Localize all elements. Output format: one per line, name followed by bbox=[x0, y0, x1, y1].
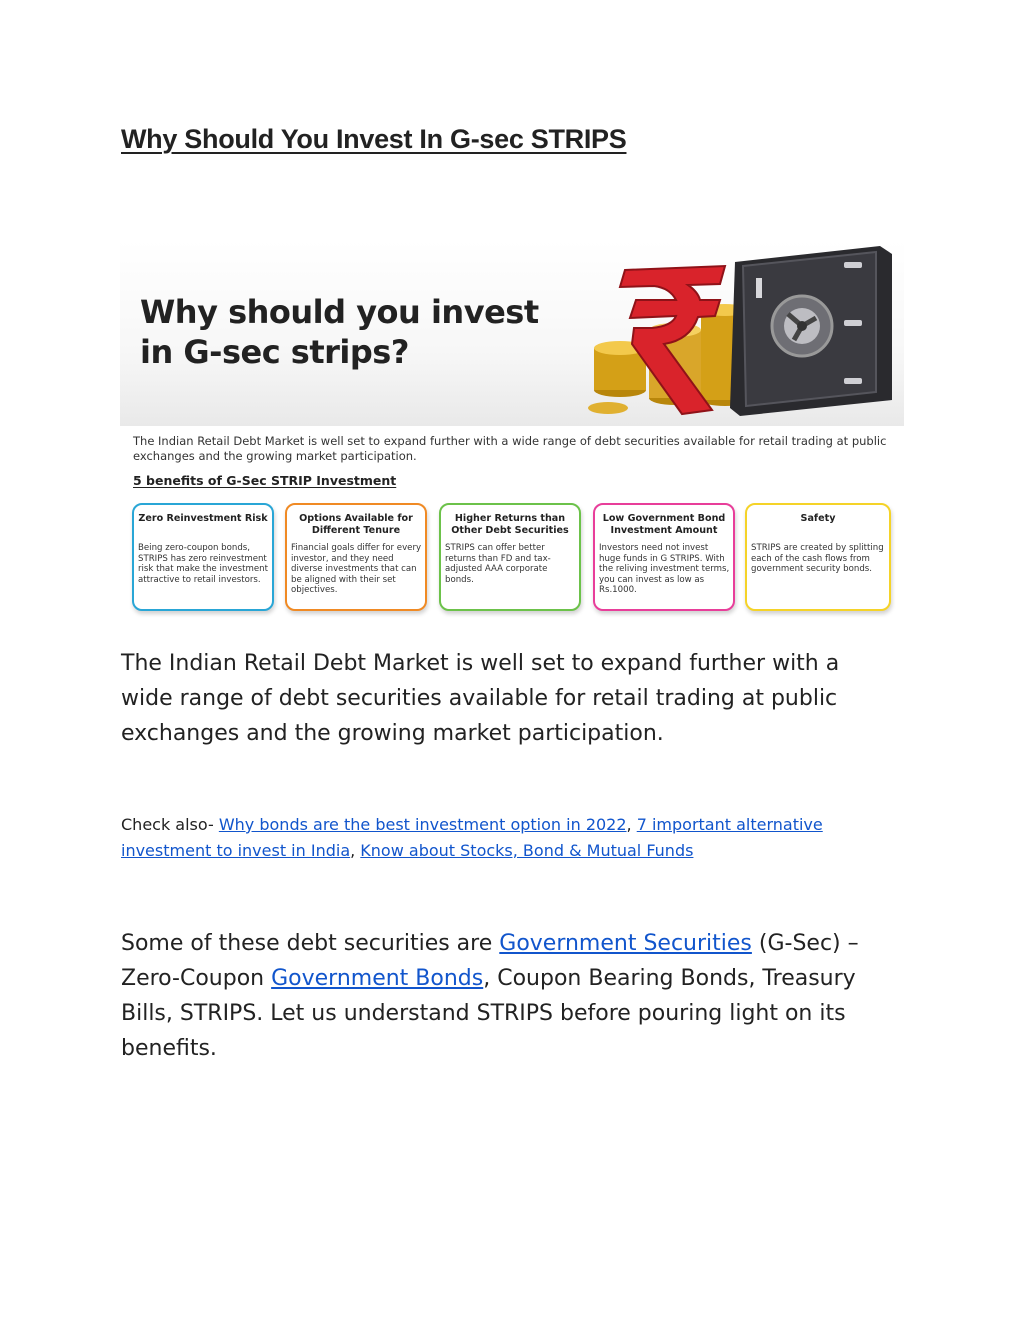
safe-icon bbox=[730, 246, 892, 416]
intro-paragraph: The Indian Retail Debt Market is well set to expand further with a wide range of debt securities available for retail trading at public exchanges and the growing market participation. bbox=[121, 651, 840, 746]
separator: , bbox=[350, 841, 361, 860]
separator: , bbox=[626, 815, 637, 834]
banner-heading-line1: Why should you invest bbox=[140, 293, 539, 331]
card-body: STRIPS are created by splitting each of the cash flows from government security bonds. bbox=[751, 543, 884, 575]
text-part: , Coupon Bearing Bonds, Treasury Bills, STRIPS. Let us understand STRIPS before pouring light on its benefits. bbox=[121, 966, 856, 1061]
benefit-cards bbox=[132, 503, 892, 617]
card-title: Low Government Bond Investment Amount bbox=[602, 513, 726, 536]
link-government-securities[interactable]: Government Securities bbox=[499, 931, 752, 956]
link-why-bonds-best[interactable]: Why bonds are the best investment option in 2022 bbox=[218, 815, 627, 834]
text-part: Some of these debt securities are bbox=[121, 931, 500, 956]
banner-heading-line2: in G-sec strips? bbox=[140, 333, 409, 371]
card-title: Safety bbox=[800, 513, 836, 524]
card-body: STRIPS can offer better returns than FD and tax-adjusted AAA corporate bonds. bbox=[445, 543, 551, 585]
benefits-title: 5 benefits of G-Sec STRIP Investment bbox=[133, 473, 397, 488]
card-title: Zero Reinvestment Risk bbox=[138, 513, 268, 524]
banner-heading bbox=[140, 292, 590, 372]
page-title: Why Should You Invest In G-sec STRIPS bbox=[121, 124, 627, 154]
banner-header bbox=[120, 240, 904, 426]
card-body: Financial goals differ for every investor, and they need diverse investments that can be aligned with their set objectives. bbox=[291, 543, 422, 596]
infographic-banner bbox=[120, 240, 904, 622]
check-also-prefix: Check also- bbox=[121, 815, 219, 834]
benefit-card-options-tenure bbox=[285, 503, 427, 611]
link-government-bonds[interactable]: Government Bonds bbox=[271, 966, 484, 991]
benefit-card-higher-returns bbox=[439, 503, 581, 611]
benefit-card-safety bbox=[745, 503, 891, 611]
rupee-safe-illustration bbox=[580, 240, 904, 426]
check-also-paragraph bbox=[121, 812, 881, 864]
card-title: Higher Returns than Other Debt Securities bbox=[451, 513, 569, 536]
link-alternative-investment[interactable]: 7 important alternative investment to invest in India bbox=[121, 815, 823, 860]
link-stocks-bond-mutual-funds[interactable]: Know about Stocks, Bond & Mutual Funds bbox=[360, 841, 694, 860]
benefit-card-zero-reinvestment-risk bbox=[132, 503, 274, 611]
text-part: (G-Sec) – Zero-Coupon bbox=[121, 931, 859, 991]
benefit-card-low-investment bbox=[593, 503, 735, 611]
card-body: Being zero-coupon bonds, STRIPS has zero reinvestment risk that make the investment attractive to retail investors. bbox=[138, 543, 268, 585]
card-title: Options Available for Different Tenure bbox=[299, 513, 413, 536]
securities-paragraph bbox=[121, 926, 891, 1066]
banner-intro-text: The Indian Retail Debt Market is well set to expand further with a wide range of debt securities available for retail trading at public exchanges and the growing market participation. bbox=[133, 434, 887, 463]
card-body: Investors need not invest huge funds in G STRIPS. With the reliving investment terms, you can invest as low as Rs.1000. bbox=[599, 543, 730, 596]
